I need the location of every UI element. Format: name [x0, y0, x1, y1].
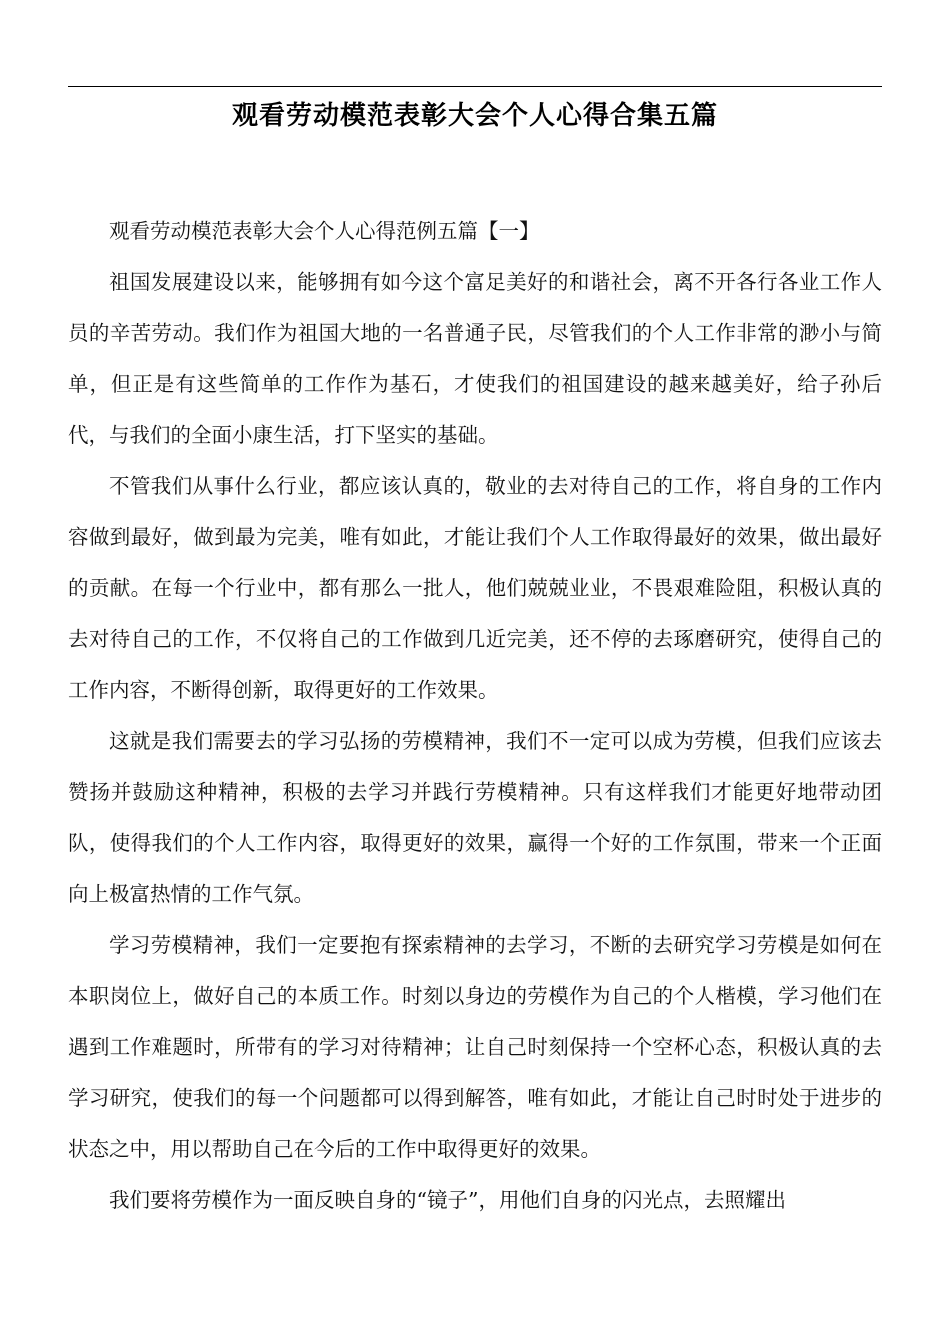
- paragraph: 不管我们从事什么行业，都应该认真的，敬业的去对待自己的工作，将自身的工作内容做到最好，做到最为完美，唯有如此，才能让我们个人工作取得最好的效果，做出最好的贡献。在每一个行业中，都有那么一批人，他们兢兢业业，不畏艰难险阻，积极认真的去对待自己的工作，不仅将自己的工作做到几近完美，还不停的去琢磨研究，使得自己的工作内容，不断得创新，取得更好的工作效果。: [68, 474, 882, 702]
- document-body: [68, 206, 882, 1226]
- section-heading: 观看劳动模范表彰大会个人心得范例五篇【一】: [109, 219, 540, 243]
- header-rule: [68, 86, 882, 87]
- paragraph: 学习劳模精神，我们一定要抱有探索精神的去学习，不断的去研究学习劳模是如何在本职岗位上，做好自己的本质工作。时刻以身边的劳模作为自己的个人楷模，学习他们在遇到工作难题时，所带有的学习对待精神；让自己时刻保持一个空杯心态，积极认真的去学习研究，使我们的每一个问题都可以得到解答，唯有如此，才能让自己时时处于进步的状态之中，用以帮助自己在今后的工作中取得更好的效果。: [68, 933, 882, 1161]
- paragraph: 这就是我们需要去的学习弘扬的劳模精神，我们不一定可以成为劳模，但我们应该去赞扬并鼓励这种精神，积极的去学习并践行劳模精神。只有这样我们才能更好地带动团队，使得我们的个人工作内容，取得更好的效果，赢得一个好的工作氛围，带来一个正面向上极富热情的工作气氛。: [68, 729, 882, 906]
- document-title: 观看劳动模范表彰大会个人心得合集五篇: [231, 101, 718, 131]
- paragraph: 我们要将劳模作为一面反映自身的“镜子”，用他们自身的闪光点，去照耀出: [109, 1188, 786, 1212]
- paragraph: 祖国发展建设以来，能够拥有如今这个富足美好的和谐社会，离不开各行各业工作人员的辛苦劳动。我们作为祖国大地的一名普通子民，尽管我们的个人工作非常的渺小与简单，但正是有这些简单的工作作为基石，才使我们的祖国建设的越来越美好，给子孙后代，与我们的全面小康生活，打下坚实的基础。: [68, 270, 882, 447]
